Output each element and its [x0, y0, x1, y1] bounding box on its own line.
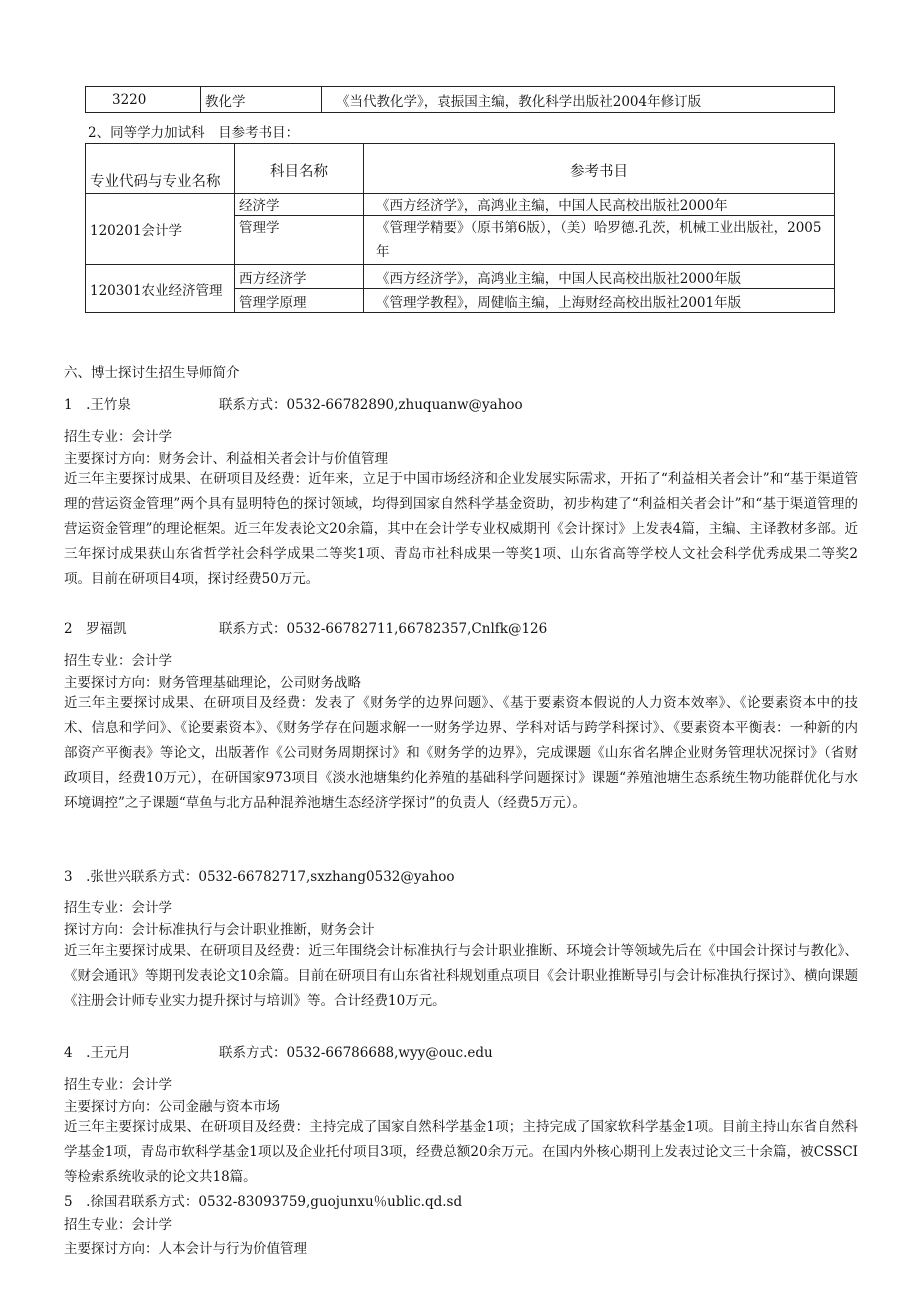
tutor-direction: 主要探讨方向：财务会计、利益相关者会计与价值管理	[64, 451, 388, 467]
tutor-name: 1 .王竹泉	[64, 397, 131, 413]
tutor-summary: 近三年主要探讨成果、在研项目及经费：近年来，立足于中国市场经济和企业发展实际需求，开拓了“利益相关者会计”和“基于渠道管理的营运资金管理”两个具有显明特色的探讨领域，均得到国家自然科学基金资助，初步构建了“利益相关者会计”和“基于渠道管理的营运资金管理”的理论框架。近三年发表论文20余篇，其中在会计学专业权威期刊《会计探讨》上发表4篇，主编、主译教材多部。近三年探讨成果获山东省哲学社会科学成果二等奖1项、青岛市社科成果一等奖1项、山东省高等学校人文社会科学优秀成果二等奖2项。目前在研项目4项，探讨经费50万元。	[64, 471, 858, 587]
header-subject: 科目名称	[235, 144, 364, 194]
subject-cell: 管理学	[235, 216, 364, 265]
reference-table	[85, 143, 835, 313]
tutor-direction: 主要探讨方向：公司金融与资本市场	[64, 1099, 280, 1115]
major-cell: 120301农业经济管理	[86, 265, 235, 313]
tutor-summary: 近三年主要探讨成果、在研项目及经费：发表了《财务学的边界问题》、《基于要素资本假说的人力资本效率》、《论要素资本中的技术、信息和学问》、《论要素资本》、《财务学存在问题求解一一财务学边界、学科对话与跨学科探讨》、《要素资本平衡表：一种新的内部资产平衡表》等论文，出版著作《公司财务周期探讨》和《财务学的边界》，完成课题《山东省名牌企业财务管理状况探讨》（省财政项目，经费10万元），在研国家973项目《淡水池塘集约化养殖的基础科学问题探讨》课题“养殖池塘生态系统生物功能群优化与水环境调控”之子课题“草鱼与北方品种混养池塘生态经济学探讨”的负责人（经费5万元）。	[64, 695, 858, 811]
tutor-contact: 联系方式：0532-66786688,wyy@ouc.edu	[219, 1045, 493, 1061]
header-books: 参考书目	[364, 144, 835, 194]
section2-title: 2、同等学力加试科 目参考书目：	[88, 125, 300, 141]
header-major: 专业代码与专业名称	[86, 144, 235, 194]
book-cell: 《管理学教程》，周健临主编，上海财经高校出版社2001年版	[364, 289, 835, 313]
tutor-major: 招生专业：会计学	[64, 900, 172, 916]
tutor-summary: 近三年主要探讨成果、在研项目及经费：主持完成了国家自然科学基金1项；主持完成了国家软科学基金1项。目前主持山东省自然科学基金1项，青岛市软科学基金1项以及企业托付项目3项，经费总额20余万元。在国内外核心期刊上发表过论文三十余篇，被CSSCI等检索系统收录的论文共18篇。	[64, 1119, 858, 1185]
subject-cell: 经济学	[235, 194, 364, 216]
tutor-contact: 联系方式：0532-66782711,66782357,Cnlfk@126	[219, 621, 548, 637]
book-cell: 《西方经济学》，高鸿业主编，中国人民高校出版社2000年	[364, 194, 835, 216]
top-table-book: 《当代教化学》，袁振国主编，教化科学出版社2004年修订版	[322, 87, 835, 113]
tutor-direction: 主要探讨方向：人本会计与行为价值管理	[64, 1241, 307, 1257]
tutor-major: 招生专业：会计学	[64, 1077, 172, 1093]
book-cell: 《西方经济学》，高鸿业主编，中国人民高校出版社2000年版	[364, 265, 835, 289]
subject-cell: 管理学原理	[235, 289, 364, 313]
tutor-name: 2 罗福凯	[64, 621, 127, 637]
major-cell: 120201会计学	[86, 194, 235, 265]
tutor-name: 5 .徐国君联系方式：0532-83093759,guojunxu％ublic.qd.sd	[64, 1194, 463, 1210]
tutor-major: 招生专业：会计学	[64, 429, 172, 445]
top-table-name: 教化学	[201, 87, 322, 113]
tutor-direction: 探讨方向：会计标准执行与会计职业推断，财务会计	[64, 922, 375, 938]
tutor-direction: 主要探讨方向：财务管理基础理论，公司财务战略	[64, 675, 361, 691]
top-table	[85, 86, 835, 113]
tutor-summary: 近三年主要探讨成果、在研项目及经费：近三年围绕会计标准执行与会计职业推断、环境会计等领域先后在《中国会计探讨与教化》、《财会通讯》等期刊发表论文10余篇。目前在研项目有山东省社科规划重点项目《会计职业推断导引与会计标准执行探讨》、横向课题《注册会计师专业实力提升探讨与培训》等。合计经费10万元。	[64, 943, 858, 1009]
section6-title: 六、博士探讨生招生导师简介	[64, 365, 240, 381]
top-table-code: 3220	[86, 87, 201, 113]
tutor-name: 3 .张世兴联系方式：0532-66782717,sxzhang0532@yahoo	[64, 869, 455, 885]
subject-cell: 西方经济学	[235, 265, 364, 289]
tutor-contact: 联系方式：0532-66782890,zhuquanw@yahoo	[219, 397, 523, 413]
book-cell: 《管理学精要》（原书第6版），（美）哈罗德.孔茨，机械工业出版社，2005年	[364, 216, 835, 265]
tutor-name: 4 .王元月	[64, 1045, 131, 1061]
tutor-major: 招生专业：会计学	[64, 653, 172, 669]
tutor-major: 招生专业：会计学	[64, 1217, 172, 1233]
